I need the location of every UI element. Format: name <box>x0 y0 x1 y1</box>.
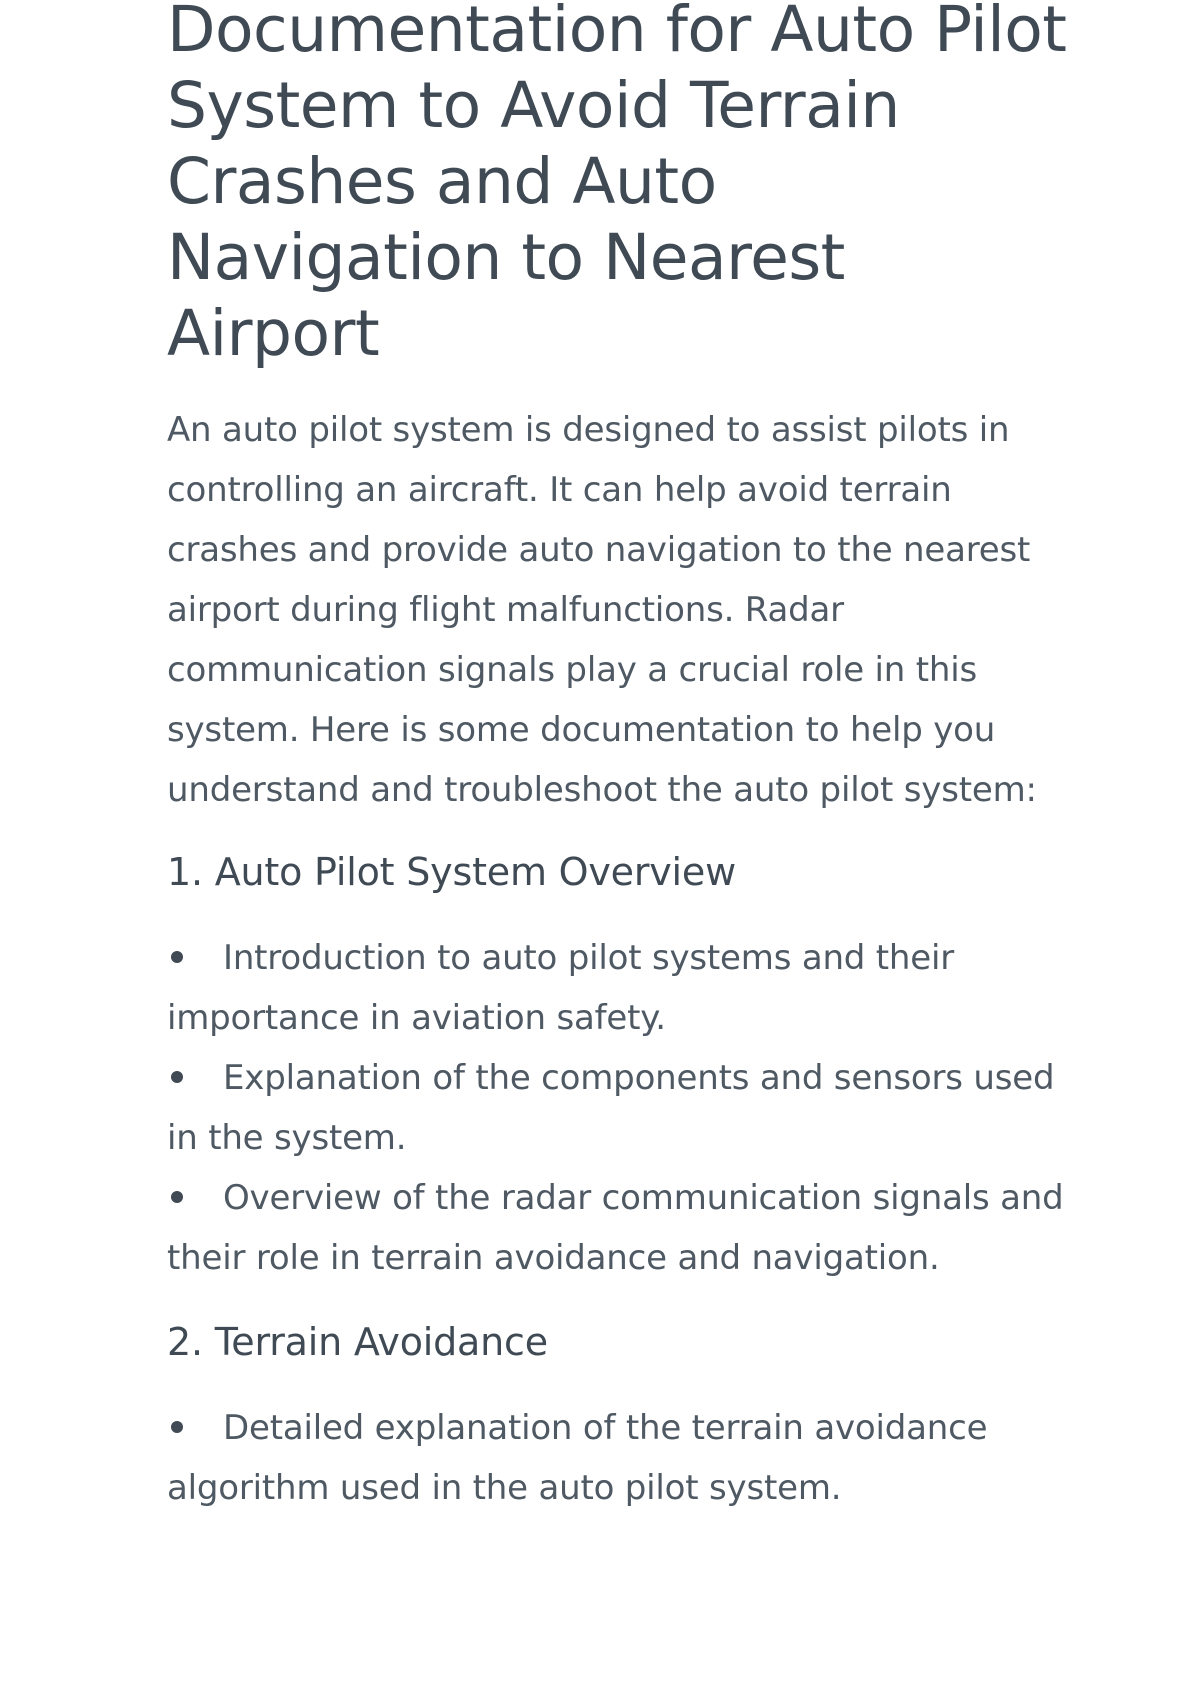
document-title: Documentation for Auto Pilot System to Avoid Terrain Crashes and Auto Navigation to Nearest Airport <box>167 0 1067 370</box>
list-item <box>167 1048 1067 1168</box>
list-item-text: Overview of the radar communication signals and their role in terrain avoidance and navigation. <box>167 1178 1064 1278</box>
section-heading-terrain-avoidance: 2. Terrain Avoidance <box>167 1320 548 1364</box>
section-heading-overview: 1. Auto Pilot System Overview <box>167 850 736 894</box>
list-item-text: Introduction to auto pilot systems and their importance in aviation safety. <box>167 938 955 1038</box>
intro-paragraph: An auto pilot system is designed to assist pilots in controlling an aircraft. It can help avoid terrain crashes and provide auto navigation to the nearest airport during flight malfunctions. Radar communication signals play a crucial role in this system. Here is some documentation to help you understand and troubleshoot the auto pilot system: <box>167 410 1037 810</box>
bullet-icon <box>171 1421 183 1433</box>
list-item-text: Detailed explanation of the terrain avoidance algorithm used in the auto pilot system. <box>167 1408 988 1508</box>
bullet-icon <box>171 1071 183 1083</box>
list-item-text: Explanation of the components and sensors used in the system. <box>167 1058 1055 1158</box>
bullet-icon <box>171 1191 183 1203</box>
bullet-icon <box>171 951 183 963</box>
document <box>167 0 1067 1518</box>
list-item <box>167 1168 1067 1288</box>
list-item <box>167 1398 1067 1518</box>
section-list-terrain-avoidance <box>167 1398 1067 1518</box>
section-list-overview <box>167 928 1067 1288</box>
list-item <box>167 928 1067 1048</box>
